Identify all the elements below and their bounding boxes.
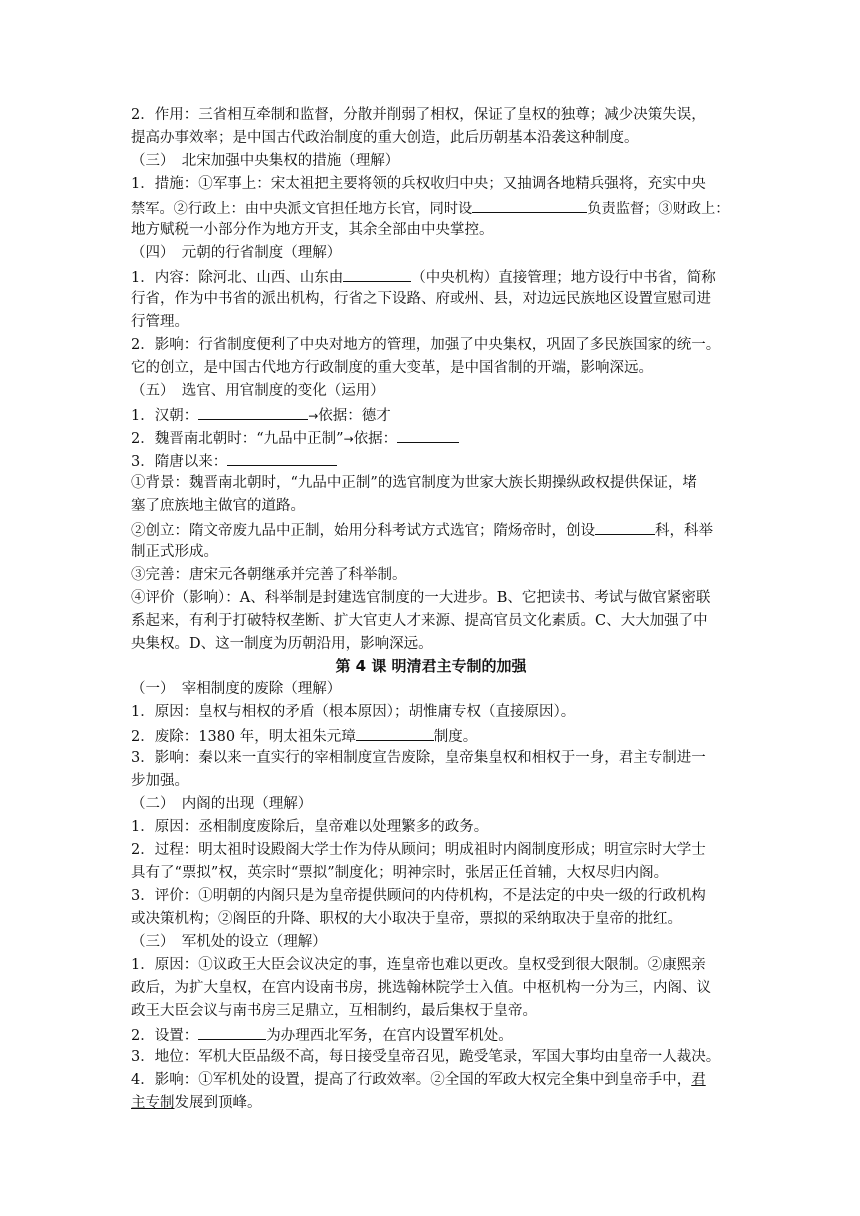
text-line: 3．隋唐以来： — [131, 450, 731, 471]
section-heading: （三） 北宋加强中央集权的措施（理解） — [131, 153, 400, 169]
text-line: ①背景：魏晋南北朝时，“九品中正制”的选官制度为世家大族长期操纵政权提供保证，堵 — [131, 475, 697, 491]
section-heading: （三） 军机处的设立（理解） — [131, 934, 327, 950]
text-line: ②创立：隋文帝废九品中正制，始用分科考试方式选官；隋炀帝时，创设 科，科举 — [131, 519, 731, 540]
section-heading: （四） 元朝的行省制度（理解） — [131, 245, 342, 261]
text-line: 政王大臣会议与南书房三足鼎立，互相制约，最后集权于皇帝。 — [131, 1003, 537, 1019]
text-line: 1．措施：①军事上：宋太祖把主要将领的兵权收归中央；又抽调各地精兵强将，充实中央 — [131, 176, 706, 192]
text-line: 行省，作为中书省的派出机构，行省之下设路、府或州、县，对边远民族地区设置宣慰司进 — [131, 291, 711, 307]
text-line: 或决策机构；②阁臣的升降、职权的大小取决于皇帝，票拟的采纳取决于皇帝的批红。 — [131, 911, 682, 927]
text-line: 禁军。②行政上：由中央派文官担任地方长官，同时设 负责监督；③财政上： — [131, 197, 731, 218]
text-line: 3．影响：秦以来一直实行的宰相制度宣告废除，皇帝集皇权和相权于一身，君主专制进一 — [131, 750, 706, 766]
text-line: 2．作用：三省相互牵制和监督，分散并削弱了相权，保证了皇权的独尊；减少决策失误， — [131, 107, 706, 123]
text-line: 1．汉朝： →依据：德才 — [131, 404, 731, 425]
text-line: 2．过程：明太祖时设殿阁大学士作为侍从顾问；明成祖时内阁制度形成；明宣宗时大学士 — [131, 842, 706, 858]
text-line: 1．原因：①议政王大臣会议决定的事，连皇帝也难以更改。皇权受到很大限制。②康熙亲 — [131, 957, 706, 973]
text-line: 3．地位：军机大臣品级不高，每日接受皇帝召见，跪受笔录，军国大事均由皇帝一人裁决。 — [131, 1049, 721, 1065]
arrow-icon: → — [343, 432, 354, 446]
section-heading: （五） 选官、用官制度的变化（运用） — [131, 383, 385, 399]
text-line: 1．原因：丞相制度废除后，皇帝难以处理繁多的政务。 — [131, 819, 489, 835]
underlined-term: 主专制 — [131, 1095, 175, 1111]
text-line: 提高办事效率；是中国古代政治制度的重大创造，此后历朝基本沿袭这种制度。 — [131, 130, 639, 146]
text-line: 4．影响：①军机处的设置，提高了行政效率。②全国的军政大权完全集中到皇帝手中，君 — [131, 1072, 706, 1088]
fill-blank[interactable] — [397, 427, 459, 443]
fill-blank[interactable] — [356, 725, 434, 741]
text-line: 具有了“票拟”权，英宗时“票拟”制度化；明神宗时，张居正任首辅，大权尽归内阁。 — [131, 865, 669, 881]
text-line: 央集权。D、这一制度为历朝沿用，影响深远。 — [131, 636, 433, 652]
text-line: 2．魏晋南北朝时：“九品中正制”→依据： — [131, 427, 731, 448]
text-line: 行管理。 — [131, 314, 189, 330]
text-line: 政后，为扩大皇权，在宫内设南书房，挑选翰林院学士入值。中枢机构一分为三，内阁、议 — [131, 980, 711, 996]
section-heading: （一） 宰相制度的废除（理解） — [131, 681, 342, 697]
text-line: 1．内容：除河北、山西、山东由 （中央机构）直接管理；地方设行中书省，简称 — [131, 266, 731, 287]
text-line: 塞了庶族地主做官的道路。 — [131, 498, 305, 514]
section-heading: （二） 内阁的出现（理解） — [131, 796, 313, 812]
text-line: 主专制发展到顶峰。 — [131, 1095, 262, 1111]
text-line: ③完善：唐宋元各朝继承并完善了科举制。 — [131, 567, 407, 583]
fill-blank[interactable] — [595, 519, 655, 535]
arrow-icon: → — [308, 409, 319, 423]
text-line: ④评价（影响）：A、科举制是封建选官制度的一大进步。B、它把读书、考试与做官紧密联 — [131, 590, 711, 606]
text-line: 2．废除：1380 年，明太祖朱元璋 制度。 — [131, 725, 731, 746]
fill-blank[interactable] — [227, 450, 337, 466]
fill-blank[interactable] — [343, 266, 411, 282]
text-line: 制正式形成。 — [131, 544, 218, 560]
fill-blank[interactable] — [198, 1024, 266, 1040]
underlined-term: 君 — [691, 1072, 706, 1088]
fill-blank[interactable] — [198, 404, 308, 420]
text-line: 步加强。 — [131, 773, 189, 789]
text-line: 系起来，有利于打破特权垄断、扩大官吏人才来源、提高官员文化素质。C、大大加强了中 — [131, 613, 708, 629]
text-line: 1．原因：皇权与相权的矛盾（根本原因）；胡惟庸专权（直接原因）。 — [131, 704, 576, 720]
text-line: 地方赋税一小部分作为地方开支，其余全部由中央掌控。 — [131, 222, 494, 238]
text-line: 它的创立，是中国古代地方行政制度的重大变革，是中国省制的开端，影响深远。 — [131, 360, 653, 376]
text-line: 2．影响：行省制度便利了中央对地方的管理，加强了中央集权，巩固了多民族国家的统一。 — [131, 337, 721, 353]
fill-blank[interactable] — [472, 197, 587, 213]
text-line: 2．设置： 为办理西北军务，在宫内设置军机处。 — [131, 1024, 731, 1045]
text-line: 3．评价：①明朝的内阁只是为皇帝提供顾问的内侍机构，不是法定的中央一级的行政机构 — [131, 888, 706, 904]
lesson-title: 第 4 课 明清君主专制的加强 — [335, 657, 527, 675]
